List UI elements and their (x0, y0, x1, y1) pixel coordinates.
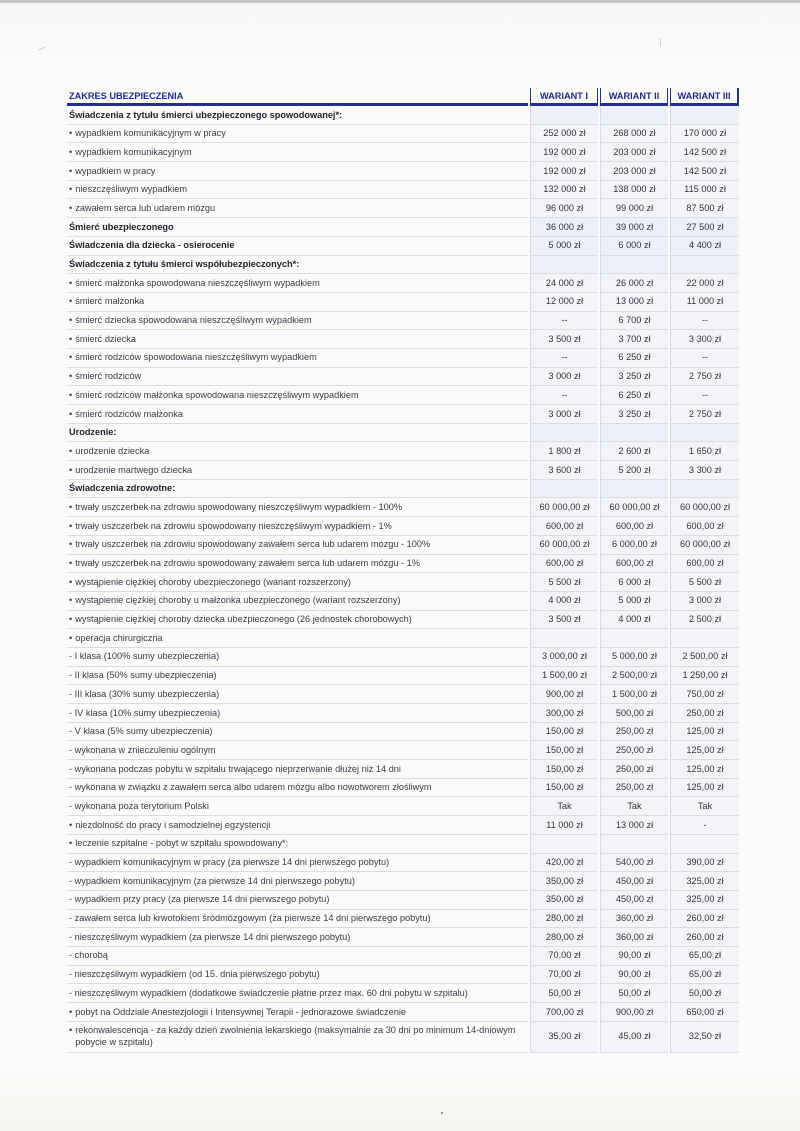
row-label-text: Świadczenia dla dziecka - osierocenie (69, 240, 235, 251)
variant-1-value: 3 000 zł (530, 405, 598, 424)
variant-2-value: 360,00 zł (600, 928, 668, 947)
variant-1-value: 150,00 zł (530, 760, 598, 779)
variant-3-value (670, 256, 739, 275)
variant-2-value: 360,00 zł (600, 910, 668, 929)
variant-1-value: 150,00 zł (530, 779, 598, 798)
variant-3-value: 650,00 zł (670, 1003, 739, 1022)
row-label-text: zawałem serca lub udarem mózgu (75, 202, 216, 213)
variant-2-value: 450,00 zł (600, 872, 668, 891)
variant-3-value: -- (670, 312, 739, 331)
row-label (67, 386, 528, 405)
row-label (67, 629, 528, 648)
variant-3-value: 2 500,00 zł (670, 648, 739, 667)
row-label-text: niezdolność do pracy i samodzielnej egzystencji (75, 819, 271, 830)
variant-1-value: 70,00 zł (530, 966, 598, 985)
row-label-text: śmierć rodziców spowodowana nieszczęśliwym wypadkiem (75, 352, 317, 363)
row-label (67, 872, 528, 891)
variant-3-value (670, 106, 739, 125)
row-label (67, 368, 528, 387)
row-label-text: trwały uszczerbek na zdrowiu spowodowany nieszczęśliwym wypadkiem - 1% (75, 520, 392, 531)
row-label-text: śmierć rodziców (75, 371, 142, 382)
row-label (67, 667, 528, 686)
variant-3-value: 142 500 zł (670, 162, 739, 181)
variant-3-value: 600,00 zł (670, 517, 739, 536)
row-label-text: Świadczenia z tytułu śmierci współubezpieczonych*: (69, 259, 300, 270)
variant-2-value: 2 500,00 zł (600, 667, 668, 686)
variant-2-value: 2 600 zł (600, 442, 668, 461)
variant-1-value: 1 500,00 zł (530, 667, 598, 686)
column-header-variant-2: WARIANT II (600, 88, 668, 106)
variant-2-value: 3 250 zł (600, 368, 668, 387)
variant-1-value (530, 835, 598, 854)
row-label-text: śmierć małżonka (75, 296, 145, 307)
bullet-icon: • (69, 445, 73, 456)
variant-3-value: 11 000 zł (670, 293, 739, 312)
row-label-text: - zawałem serca lub krwotokiem śródmózgowym (za pierwsze 14 dni pierwszego pobytu) (69, 913, 431, 924)
bullet-icon: • (69, 165, 73, 176)
insurance-scope-table (67, 88, 739, 1053)
column-header-variant-1: WARIANT I (530, 88, 598, 106)
variant-2-value: 600,00 zł (600, 517, 668, 536)
variant-3-value: 3 000 zł (670, 592, 739, 611)
variant-2-value: 6 250 zł (600, 386, 668, 405)
row-label (67, 293, 528, 312)
variant-2-value: 250,00 zł (600, 741, 668, 760)
variant-1-value: 1 800 zł (530, 442, 598, 461)
variant-3-value: 5 500 zł (670, 573, 739, 592)
variant-2-value: 500,00 zł (600, 704, 668, 723)
row-label (67, 555, 528, 574)
variant-3-value: 250,00 zł (670, 704, 739, 723)
variant-1-value: 50,00 zł (530, 984, 598, 1003)
variant-1-value: -- (530, 386, 598, 405)
row-label (67, 648, 528, 667)
variant-1-value: 280,00 zł (530, 910, 598, 929)
row-label (67, 928, 528, 947)
row-label-text: - III klasa (30% sumy ubezpieczenia) (69, 688, 220, 699)
variant-2-value: 450,00 zł (600, 891, 668, 910)
row-label-text: wystąpienie ciężkiej choroby ubezpieczonego (wariant rozszerzony) (75, 576, 351, 587)
variant-3-value: 87 500 zł (670, 199, 739, 218)
variant-2-value: 268 000 zł (600, 125, 668, 144)
variant-1-value: 4 000 zł (530, 592, 598, 611)
variant-2-value: 6 250 zł (600, 349, 668, 368)
variant-2-value: 90,00 zł (600, 966, 668, 985)
variant-3-value: 142 500 zł (670, 143, 739, 162)
variant-3-value (670, 424, 739, 443)
column-header-scope: ZAKRES UBEZPIECZENIA (67, 88, 528, 106)
row-label-text: - I klasa (100% sumy ubezpieczenia) (69, 651, 220, 662)
row-label (67, 592, 528, 611)
variant-3-value: 3 300 zł (670, 461, 739, 480)
row-label (67, 760, 528, 779)
variant-2-value: 13 000 zł (600, 816, 668, 835)
variant-3-value: 600,00 zł (670, 555, 739, 574)
variant-1-value: 600,00 zł (530, 517, 598, 536)
row-label-text: - wypadkiem przy pracy (za pierwsze 14 dni pierwszego pobytu) (69, 894, 330, 905)
variant-3-value: 60 000,00 zł (670, 536, 739, 555)
variant-1-value (530, 424, 598, 443)
row-label (67, 461, 528, 480)
bullet-icon: • (69, 819, 73, 830)
row-label-text: trwały uszczerbek na zdrowiu spowodowany zawałem serca lub udarem mózgu - 100% (75, 539, 431, 550)
variant-2-value: 250,00 zł (600, 779, 668, 798)
variant-1-value: 60 000,00 zł (530, 536, 598, 555)
variant-3-value: 390,00 zł (670, 854, 739, 873)
row-label-text: nieszczęśliwym wypadkiem (75, 184, 188, 195)
variant-1-value: 280,00 zł (530, 928, 598, 947)
row-label (67, 723, 528, 742)
variant-2-value (600, 480, 668, 499)
variant-3-value (670, 835, 739, 854)
variant-2-value: 3 250 zł (600, 405, 668, 424)
variant-3-value: 325,00 zł (670, 891, 739, 910)
variant-2-value: 90,00 zł (600, 947, 668, 966)
row-label-text: leczenie szpitalne - pobyt w szpitalu spowodowany*: (75, 838, 289, 849)
variant-1-value: 900,00 zł (530, 685, 598, 704)
variant-2-value: 1 500,00 zł (600, 685, 668, 704)
variant-1-value: Tak (530, 797, 598, 816)
bullet-icon: • (69, 352, 73, 363)
variant-1-value: 3 600 zł (530, 461, 598, 480)
variant-3-value: 3 300 zł (670, 330, 739, 349)
row-label-text: - V klasa (5% sumy ubezpieczenia) (69, 726, 213, 737)
variant-1-value: 192 000 zł (530, 143, 598, 162)
row-label-text: trwały uszczerbek na zdrowiu spowodowany nieszczęśliwym wypadkiem - 100% (75, 501, 403, 512)
scan-speck (441, 1112, 443, 1114)
variant-1-value: 5 500 zł (530, 573, 598, 592)
bullet-icon: • (69, 576, 73, 587)
row-label (67, 854, 528, 873)
row-label-text: - wykonana w związku z zawałem serca albo udarem mózgu albo nowotworem złośliwym (69, 782, 432, 793)
variant-3-value: 750,00 zł (670, 685, 739, 704)
bullet-icon: • (69, 333, 73, 344)
variant-3-value: 22 000 zł (670, 274, 739, 293)
variant-2-value: 50,00 zł (600, 984, 668, 1003)
bullet-icon: • (69, 558, 73, 569)
row-label (67, 442, 528, 461)
row-label-text: śmierć rodziców małżonka (75, 408, 183, 419)
variant-2-value (600, 835, 668, 854)
variant-3-value: 125,00 zł (670, 741, 739, 760)
row-label (67, 1003, 528, 1022)
row-label-text: śmierć małżonka spowodowana nieszczęśliwym wypadkiem (75, 277, 320, 288)
variant-2-value: 203 000 zł (600, 143, 668, 162)
variant-2-value: 250,00 zł (600, 723, 668, 742)
variant-3-value (670, 480, 739, 499)
row-label-text: - II klasa (50% sumy ubezpieczenia) (69, 670, 217, 681)
variant-1-value: 252 000 zł (530, 125, 598, 144)
variant-3-value: 60 000,00 zł (670, 498, 739, 517)
bullet-icon: • (69, 539, 73, 550)
variant-2-value: 6 000,00 zł (600, 536, 668, 555)
row-label-text: rekonwalescencja - za każdy dzień zwolnienia lekarskiego (maksymalnie za 30 dni po minimum 14-dniowym pobycie w szpitalu) (75, 1024, 516, 1048)
variant-1-value: 96 000 zł (530, 199, 598, 218)
variant-3-value: 125,00 zł (670, 760, 739, 779)
scan-speck (660, 38, 665, 46)
row-label (67, 947, 528, 966)
variant-2-value: 5 000 zł (600, 592, 668, 611)
variant-1-value: 420,00 zł (530, 854, 598, 873)
row-label-text: wypadkiem komunikacyjnym w pracy (75, 128, 226, 139)
row-label-text: - wypadkiem komunikacyjnym (za pierwsze 14 dni pierwszego pobytu) (69, 875, 355, 886)
variant-1-value: 150,00 zł (530, 741, 598, 760)
row-label-text: trwały uszczerbek na zdrowiu spowodowany zawałem serca lub udarem mózgu - 1% (75, 558, 420, 569)
row-label-text: Świadczenia zdrowotne: (69, 483, 176, 494)
row-label (67, 405, 528, 424)
bullet-icon: • (69, 146, 73, 157)
variant-1-value: 600,00 zł (530, 555, 598, 574)
variant-3-value: 325,00 zł (670, 872, 739, 891)
row-label-text: wypadkiem komunikacyjnym (75, 146, 192, 157)
variant-1-value: 150,00 zł (530, 723, 598, 742)
variant-1-value: 60 000,00 zł (530, 498, 598, 517)
row-label-text: Urodzenie: (69, 427, 117, 438)
variant-2-value: 60 000,00 zł (600, 498, 668, 517)
row-label (67, 143, 528, 162)
variant-1-value: -- (530, 349, 598, 368)
row-label-text: Śmierć ubezpieczonego (69, 221, 174, 232)
variant-2-value: 5 200 zł (600, 461, 668, 480)
column-header-variant-3: WARIANT III (670, 88, 739, 106)
bullet-icon: • (69, 371, 73, 382)
row-label-text: śmierć rodziców małżonka spowodowana nieszczęśliwym wypadkiem (75, 389, 359, 400)
variant-3-value: 115 000 zł (670, 181, 739, 200)
row-label (67, 218, 528, 237)
variant-1-value: 3 000,00 zł (530, 648, 598, 667)
bullet-icon: • (69, 389, 73, 400)
variant-1-value: 3 000 zł (530, 368, 598, 387)
row-label (67, 199, 528, 218)
bullet-icon: • (69, 838, 73, 849)
variant-1-value: 11 000 zł (530, 816, 598, 835)
row-label-text: urodzenie dziecka (75, 445, 150, 456)
variant-3-value (670, 629, 739, 648)
variant-2-value: 203 000 zł (600, 162, 668, 181)
variant-3-value: 1 650 zł (670, 442, 739, 461)
variant-1-value: 700,00 zł (530, 1003, 598, 1022)
variant-2-value: 6 000 zł (600, 237, 668, 256)
variant-2-value: 900,00 zł (600, 1003, 668, 1022)
variant-1-value: 36 000 zł (530, 218, 598, 237)
row-label (67, 573, 528, 592)
variant-2-value: 540,00 zł (600, 854, 668, 873)
variant-2-value (600, 256, 668, 275)
variant-2-value (600, 106, 668, 125)
row-label-text: - nieszczęśliwym wypadkiem (dodatkowe świadczenie płatne przez max. 60 dni pobytu w szpitalu) (69, 987, 468, 998)
variant-2-value: 26 000 zł (600, 274, 668, 293)
row-label (67, 106, 528, 125)
variant-1-value: -- (530, 312, 598, 331)
variant-3-value: -- (670, 349, 739, 368)
variant-1-value: 192 000 zł (530, 162, 598, 181)
variant-2-value: 250,00 zł (600, 760, 668, 779)
row-label-text: pobyt na Oddziale Anestezjologii i Intensywnej Terapii - jednorazowe świadczenie (75, 1006, 406, 1017)
row-label-text: operacja chirurgiczna (75, 632, 163, 643)
bullet-icon: • (69, 632, 73, 643)
variant-1-value (530, 629, 598, 648)
row-label-text: - wykonana podczas pobytu w szpitalu trwającego nieprzerwanie dłużej niż 14 dni (69, 763, 401, 774)
bullet-icon: • (69, 296, 73, 307)
scan-speck (38, 46, 46, 50)
variant-3-value: 1 250,00 zł (670, 667, 739, 686)
variant-1-value: 350,00 zł (530, 891, 598, 910)
row-label (67, 816, 528, 835)
row-label (67, 984, 528, 1003)
variant-1-value: 132 000 zł (530, 181, 598, 200)
variant-3-value: 260,00 zł (670, 910, 739, 929)
variant-2-value: 3 700 zł (600, 330, 668, 349)
variant-3-value: 32,50 zł (670, 1022, 739, 1053)
variant-3-value: 65,00 zł (670, 947, 739, 966)
row-label (67, 891, 528, 910)
row-label (67, 611, 528, 630)
row-label-text: śmierć dziecka spowodowana nieszczęśliwym wypadkiem (75, 315, 312, 326)
row-label-text: wystąpienie ciężkiej choroby dziecka ubezpieczonego (26 jednostek chorobowych) (75, 614, 412, 625)
variant-2-value: 6 700 zł (600, 312, 668, 331)
variant-1-value: 350,00 zł (530, 872, 598, 891)
variant-3-value: - (670, 816, 739, 835)
row-label (67, 835, 528, 854)
variant-1-value: 70,00 zł (530, 947, 598, 966)
bullet-icon: • (69, 1024, 73, 1035)
row-label (67, 685, 528, 704)
row-label (67, 162, 528, 181)
variant-2-value: 13 000 zł (600, 293, 668, 312)
variant-3-value: -- (670, 386, 739, 405)
variant-3-value: 2 750 zł (670, 368, 739, 387)
variant-2-value: 99 000 zł (600, 199, 668, 218)
variant-1-value: 3 500 zł (530, 330, 598, 349)
variant-3-value: 260,00 zł (670, 928, 739, 947)
row-label (67, 517, 528, 536)
variant-3-value: 4 400 zł (670, 237, 739, 256)
variant-2-value: Tak (600, 797, 668, 816)
variant-1-value: 35,00 zł (530, 1022, 598, 1053)
bullet-icon: • (69, 277, 73, 288)
row-label (67, 480, 528, 499)
variant-3-value: 27 500 zł (670, 218, 739, 237)
variant-2-value: 6 000 zł (600, 573, 668, 592)
row-label (67, 966, 528, 985)
scan-edge (0, 0, 800, 3)
bullet-icon: • (69, 520, 73, 531)
row-label (67, 312, 528, 331)
variant-2-value: 5 000,00 zł (600, 648, 668, 667)
variant-3-value: 125,00 zł (670, 723, 739, 742)
variant-1-value: 3 500 zł (530, 611, 598, 630)
row-label-text: - nieszczęśliwym wypadkiem (od 15. dnia pierwszego pobytu) (69, 969, 320, 980)
row-label (67, 779, 528, 798)
variant-3-value: 65,00 zł (670, 966, 739, 985)
row-label (67, 274, 528, 293)
variant-3-value: 2 500 zł (670, 611, 739, 630)
row-label-text: Świadczenia z tytułu śmierci ubezpieczonego spowodowanej*: (69, 109, 343, 120)
row-label (67, 741, 528, 760)
bullet-icon: • (69, 464, 73, 475)
bullet-icon: • (69, 128, 73, 139)
row-label (67, 349, 528, 368)
row-label (67, 797, 528, 816)
bullet-icon: • (69, 1006, 73, 1017)
bullet-icon: • (69, 614, 73, 625)
row-label (67, 424, 528, 443)
table-grid (67, 88, 739, 1053)
row-label-text: urodzenie martwego dziecka (75, 464, 193, 475)
row-label-text: wypadkiem w pracy (75, 165, 156, 176)
row-label (67, 498, 528, 517)
row-label-text: - IV klasa (10% sumy ubezpieczenia) (69, 707, 221, 718)
variant-1-value (530, 256, 598, 275)
row-label (67, 704, 528, 723)
variant-3-value: Tak (670, 797, 739, 816)
variant-1-value: 5 000 zł (530, 237, 598, 256)
row-label-text: - chorobą (69, 950, 108, 961)
variant-3-value: 170 000 zł (670, 125, 739, 144)
row-label-text: - nieszczęśliwym wypadkiem (za pierwsze 14 dni pierwszego pobytu) (69, 931, 351, 942)
bullet-icon: • (69, 501, 73, 512)
row-label-text: - wykonana w znieczuleniu ogólnym (69, 744, 216, 755)
variant-1-value (530, 106, 598, 125)
variant-2-value: 4 000 zł (600, 611, 668, 630)
row-label (67, 181, 528, 200)
row-label (67, 536, 528, 555)
row-label (67, 1022, 528, 1053)
row-label (67, 125, 528, 144)
row-label-text: - wypadkiem komunikacyjnym w pracy (za pierwsze 14 dni pierwszego pobytu) (69, 857, 390, 868)
variant-3-value: 2 750 zł (670, 405, 739, 424)
variant-2-value: 600,00 zł (600, 555, 668, 574)
variant-2-value (600, 424, 668, 443)
row-label-text: śmierć dziecka (75, 333, 136, 344)
row-label (67, 910, 528, 929)
bullet-icon: • (69, 202, 73, 213)
variant-2-value: 39 000 zł (600, 218, 668, 237)
variant-2-value: 45,00 zł (600, 1022, 668, 1053)
row-label (67, 237, 528, 256)
bullet-icon: • (69, 595, 73, 606)
variant-3-value: 50,00 zł (670, 984, 739, 1003)
row-label (67, 256, 528, 275)
variant-1-value: 24 000 zł (530, 274, 598, 293)
row-label (67, 330, 528, 349)
variant-2-value (600, 629, 668, 648)
row-label-text: wystąpienie ciężkiej choroby u małżonka ubezpieczonego (wariant rozszerzony) (75, 595, 401, 606)
variant-1-value: 12 000 zł (530, 293, 598, 312)
bullet-icon: • (69, 315, 73, 326)
variant-1-value: 300,00 zł (530, 704, 598, 723)
variant-3-value: 125,00 zł (670, 779, 739, 798)
bullet-icon: • (69, 408, 73, 419)
variant-1-value (530, 480, 598, 499)
bullet-icon: • (69, 184, 73, 195)
row-label-text: - wykonana poza terytorium Polski (69, 800, 209, 811)
variant-2-value: 138 000 zł (600, 181, 668, 200)
